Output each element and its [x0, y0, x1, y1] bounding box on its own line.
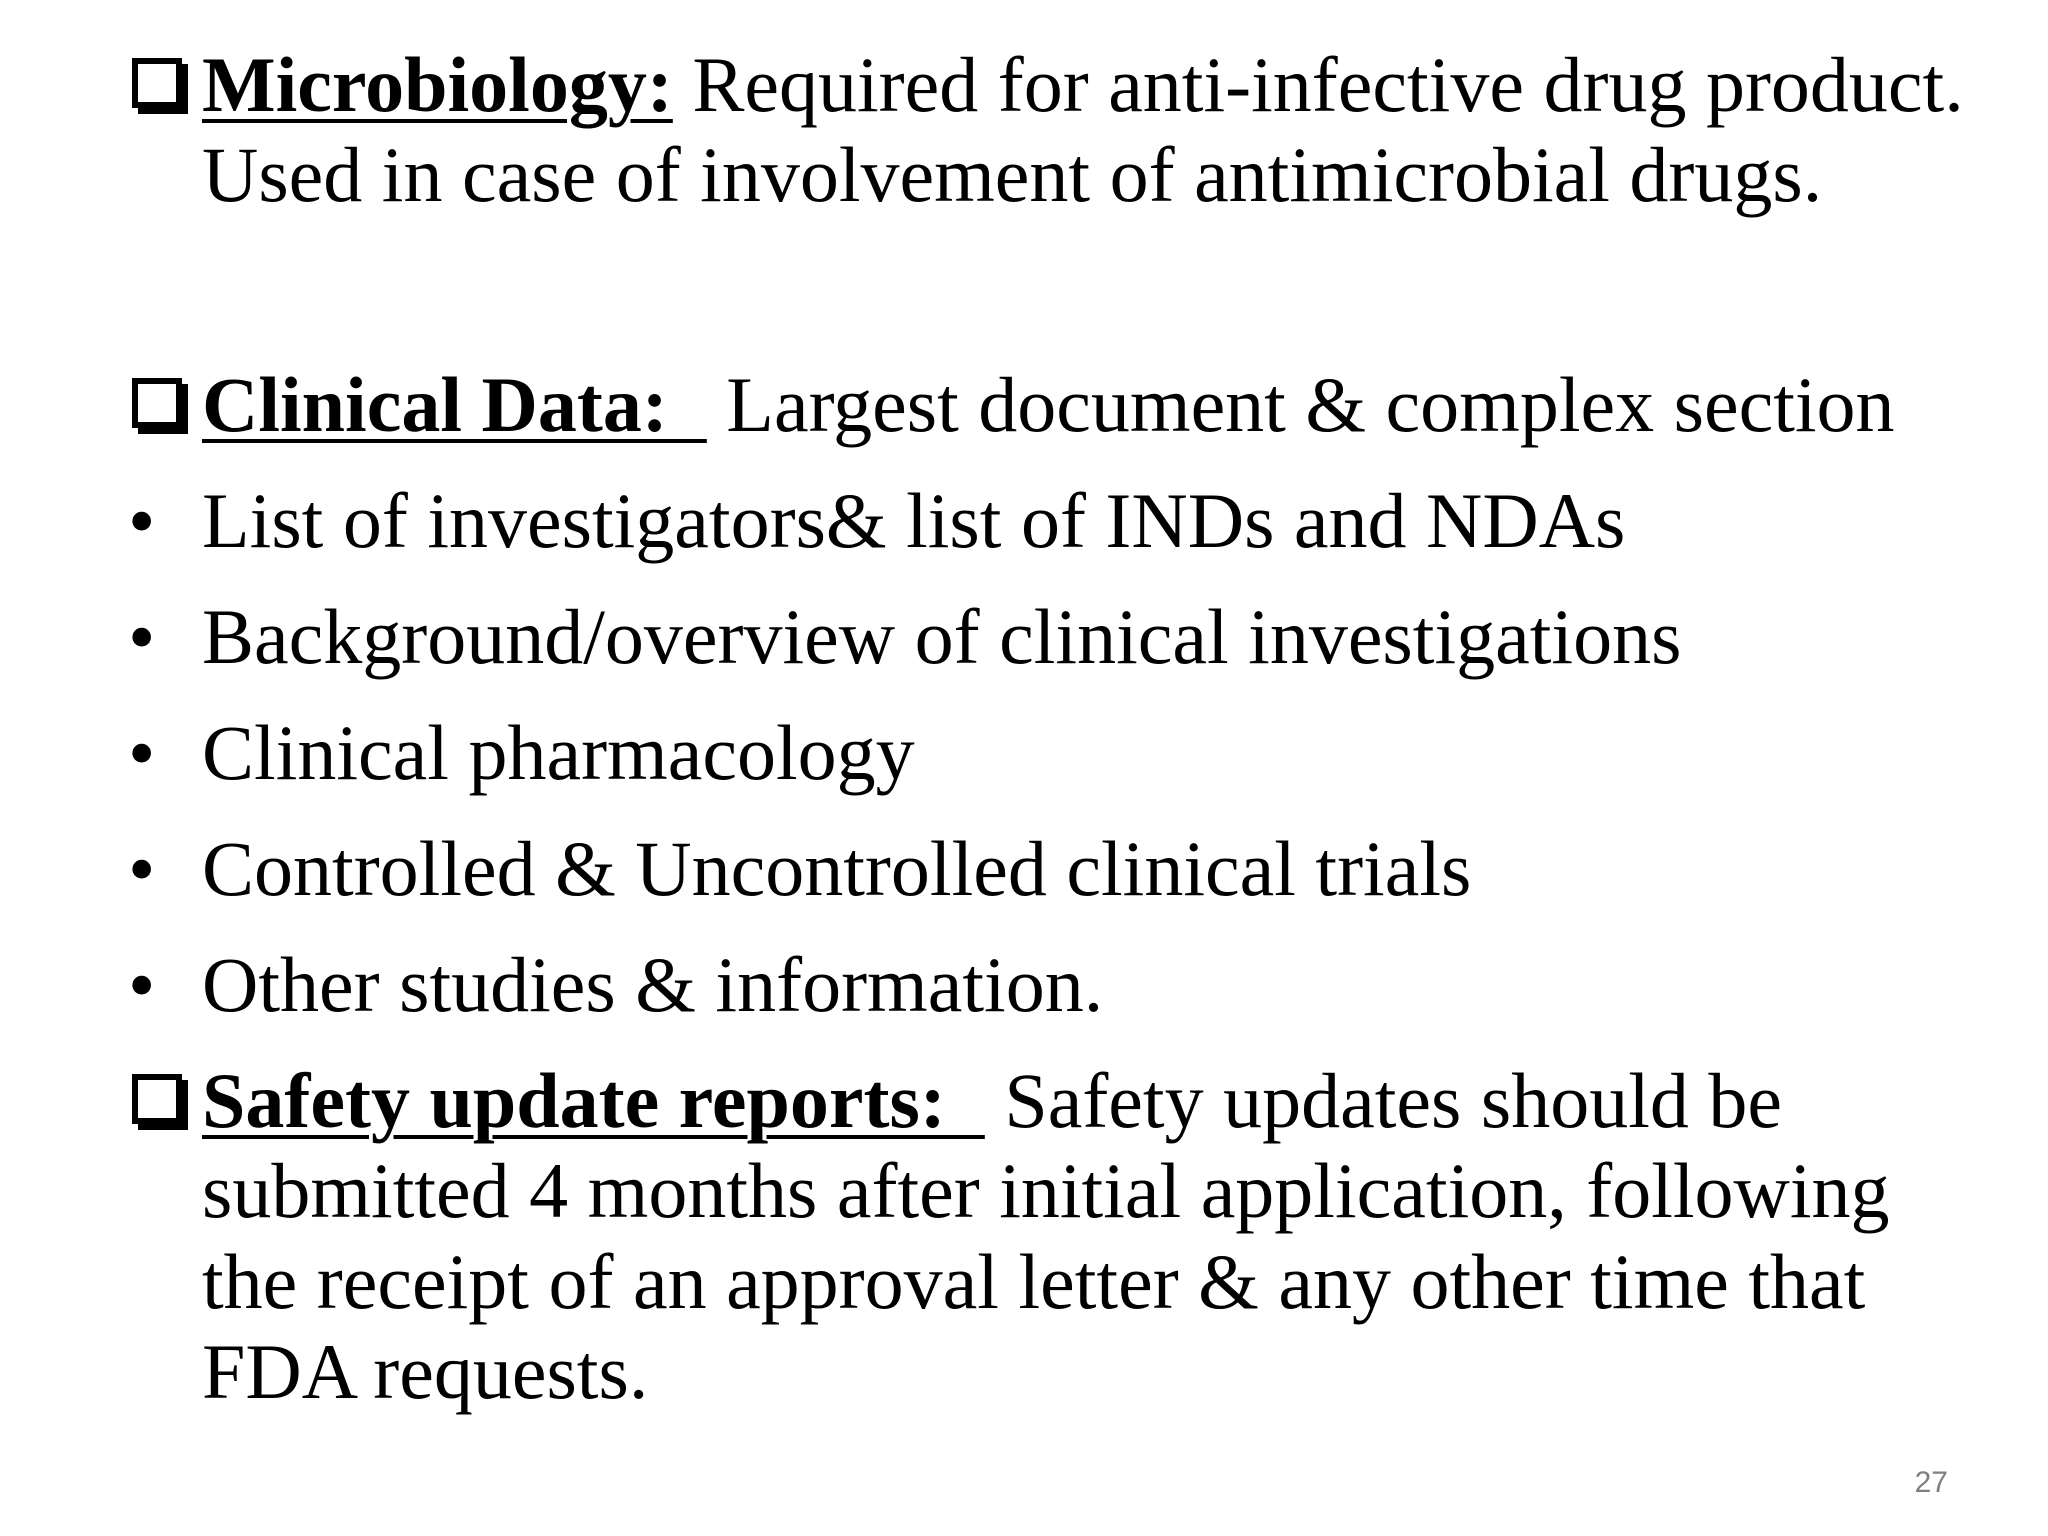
bullet-glyph: •	[128, 593, 156, 680]
bullet-glyph: •	[128, 825, 156, 912]
list-item-text: Background/overview of clinical investigations	[202, 593, 1682, 680]
section-body: Largest document & complex section	[706, 361, 1895, 448]
list-item-text: Clinical pharmacology	[202, 709, 915, 796]
page-number: 27	[1914, 1466, 1948, 1499]
list-item-text	[202, 40, 1966, 221]
section-body: Safety updates should be submitted 4 months after initial application, following the receipt of an approval letter & any other time that FDA requests.	[202, 1057, 1890, 1416]
list-item-text	[202, 360, 1966, 450]
section-heading: Clinical Data:	[202, 361, 707, 448]
list-item-safety-update	[126, 1056, 1966, 1418]
list-item-text: Other studies & information.	[202, 941, 1104, 1028]
list-item-trials	[126, 824, 1966, 914]
list-item-investigators	[126, 476, 1966, 566]
bullet-glyph: •	[128, 477, 156, 564]
list-item-pharmacology	[126, 708, 1966, 798]
list-item-text: List of investigators& list of INDs and NDAs	[202, 477, 1626, 564]
bullet-glyph: •	[128, 709, 156, 796]
section-body: Required for anti-infective drug product. Used in case of involvement of antimicrobial drugs.	[202, 41, 1964, 219]
list-item-text: Controlled & Uncontrolled clinical trials	[202, 825, 1472, 912]
list-item-other-studies	[126, 940, 1966, 1030]
list-item-background	[126, 592, 1966, 682]
list-item-clinical-data	[126, 360, 1966, 450]
section-heading: Safety update reports:	[202, 1057, 985, 1144]
bullet-glyph: •	[128, 941, 156, 1028]
list-item-microbiology	[126, 40, 1966, 221]
section-heading: Microbiology:	[202, 41, 673, 128]
list-item-text	[202, 1056, 1966, 1418]
